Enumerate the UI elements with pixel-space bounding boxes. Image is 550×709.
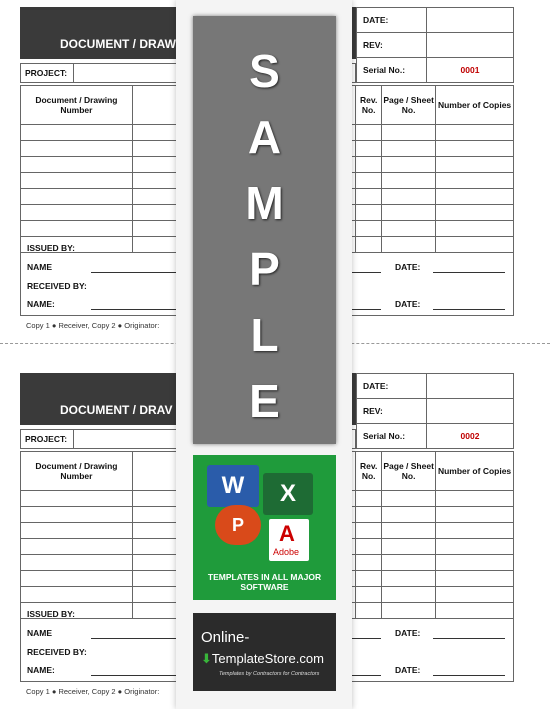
col-doc-number: Document / Drawing Number [21, 86, 133, 125]
table-cell[interactable] [356, 523, 382, 539]
table-cell[interactable] [436, 491, 514, 507]
table-cell[interactable] [356, 173, 382, 189]
name-label-2: NAME: [27, 299, 55, 309]
table-cell[interactable] [436, 157, 514, 173]
table-cell[interactable] [436, 539, 514, 555]
col-page: Page / Sheet No. [382, 86, 436, 125]
table-cell[interactable] [382, 173, 436, 189]
table-cell[interactable] [382, 157, 436, 173]
table-cell[interactable] [356, 205, 382, 221]
sample-letter: S [249, 45, 280, 97]
table-cell[interactable] [436, 205, 514, 221]
name-label: NAME [27, 628, 53, 638]
logo-text: TemplateStore.com [211, 651, 324, 666]
col-copies: Number of Copies [436, 86, 514, 125]
table-cell[interactable] [436, 125, 514, 141]
table-cell[interactable] [436, 141, 514, 157]
issued-by-label: ISSUED BY: [27, 609, 76, 619]
table-cell[interactable] [382, 571, 436, 587]
table-cell[interactable] [21, 539, 133, 555]
date-value[interactable] [427, 374, 514, 399]
table-cell[interactable] [382, 491, 436, 507]
excel-icon: X [263, 473, 313, 515]
table-cell[interactable] [21, 205, 133, 221]
table-cell[interactable] [21, 221, 133, 237]
table-cell[interactable] [382, 221, 436, 237]
table-cell[interactable] [436, 189, 514, 205]
serial-label: Serial No.: [357, 58, 427, 83]
table-cell[interactable] [356, 587, 382, 603]
logo-tagline: Templates by Contractors for Contractors [219, 671, 320, 677]
table-cell[interactable] [21, 141, 133, 157]
col-doc-number: Document / Drawing Number [21, 452, 133, 491]
sample-letter: P [249, 243, 280, 295]
col-rev: Rev. No. [356, 86, 382, 125]
table-cell[interactable] [382, 507, 436, 523]
project-label: PROJECT: [25, 68, 68, 78]
date-label-1: DATE: [395, 628, 421, 638]
software-caption: TEMPLATES IN ALL MAJOR SOFTWARE [207, 572, 322, 592]
date-label-2: DATE: [395, 299, 421, 309]
received-by-label: RECEIVED BY: [27, 647, 87, 657]
table-cell[interactable] [21, 523, 133, 539]
col-page: Page / Sheet No. [382, 452, 436, 491]
rev-value[interactable] [427, 33, 514, 58]
table-cell[interactable] [356, 571, 382, 587]
table-cell[interactable] [21, 507, 133, 523]
divider [73, 430, 74, 448]
software-badge [193, 455, 336, 600]
date-label: DATE: [357, 8, 427, 33]
serial-label: Serial No.: [357, 424, 427, 449]
table-cell[interactable] [356, 157, 382, 173]
table-cell[interactable] [382, 205, 436, 221]
table-cell[interactable] [21, 125, 133, 141]
rev-label: REV: [357, 33, 427, 58]
date-label: DATE: [357, 374, 427, 399]
form-title: DOCUMENT / DRAW [60, 37, 176, 51]
sample-letter: M [245, 177, 284, 229]
form-title: DOCUMENT / DRAV [60, 403, 173, 417]
table-cell[interactable] [382, 539, 436, 555]
table-cell[interactable] [21, 571, 133, 587]
received-by-label: RECEIVED BY: [27, 281, 87, 291]
table-cell[interactable] [356, 555, 382, 571]
down-arrow-icon: ⬇ [201, 651, 212, 666]
table-cell[interactable] [436, 523, 514, 539]
store-logo [193, 613, 336, 691]
sample-letter: A [247, 111, 282, 163]
table-cell[interactable] [356, 141, 382, 157]
table-cell[interactable] [436, 221, 514, 237]
table-cell[interactable] [382, 125, 436, 141]
name-label-2: NAME: [27, 665, 55, 675]
name-label: NAME [27, 262, 53, 272]
serial-value: 0001 [427, 58, 514, 83]
sample-watermark [193, 16, 336, 444]
table-cell[interactable] [356, 125, 382, 141]
date-label-2: DATE: [395, 665, 421, 675]
date-line-2[interactable] [433, 309, 505, 310]
date-line-1[interactable] [433, 272, 505, 273]
powerpoint-icon: P [215, 505, 261, 545]
sample-letter: L [250, 309, 279, 361]
table-cell[interactable] [382, 587, 436, 603]
table-cell[interactable] [382, 523, 436, 539]
adobe-label: Adobe [273, 547, 300, 557]
table-cell[interactable] [356, 507, 382, 523]
table-cell[interactable] [356, 491, 382, 507]
sample-letter: E [249, 375, 280, 427]
table-cell[interactable] [356, 539, 382, 555]
table-cell[interactable] [356, 221, 382, 237]
table-cell[interactable] [436, 555, 514, 571]
meta-table [356, 373, 514, 449]
table-cell[interactable] [382, 189, 436, 205]
serial-value: 0002 [427, 424, 514, 449]
table-cell[interactable] [356, 189, 382, 205]
table-cell[interactable] [436, 173, 514, 189]
word-icon: W [207, 465, 259, 507]
table-cell[interactable] [436, 507, 514, 523]
divider [73, 64, 74, 82]
adobe-pdf-icon [269, 519, 309, 561]
col-copies: Number of Copies [436, 452, 514, 491]
copy-note: Copy 1 ● Receiver, Copy 2 ● Originator: [26, 687, 160, 696]
table-cell[interactable] [21, 189, 133, 205]
col-rev: Rev. No. [356, 452, 382, 491]
copy-note: Copy 1 ● Receiver, Copy 2 ● Originator: [26, 321, 160, 330]
logo-line-2 [201, 651, 324, 667]
table-cell[interactable] [21, 157, 133, 173]
date-line-2[interactable] [433, 675, 505, 676]
date-value[interactable] [427, 8, 514, 33]
table-cell[interactable] [382, 141, 436, 157]
date-line-1[interactable] [433, 638, 505, 639]
table-cell[interactable] [21, 555, 133, 571]
table-cell[interactable] [382, 555, 436, 571]
pdf-symbol: A [279, 521, 295, 546]
meta-table [356, 7, 514, 83]
issued-by-label: ISSUED BY: [27, 243, 76, 253]
project-label: PROJECT: [25, 434, 68, 444]
date-label-1: DATE: [395, 262, 421, 272]
rev-value[interactable] [427, 399, 514, 424]
table-cell[interactable] [21, 173, 133, 189]
table-cell[interactable] [21, 491, 133, 507]
table-cell[interactable] [436, 571, 514, 587]
table-cell[interactable] [436, 587, 514, 603]
sample-letters [193, 38, 336, 434]
rev-label: REV: [357, 399, 427, 424]
table-cell[interactable] [21, 587, 133, 603]
logo-line-1: Online- [201, 629, 250, 646]
